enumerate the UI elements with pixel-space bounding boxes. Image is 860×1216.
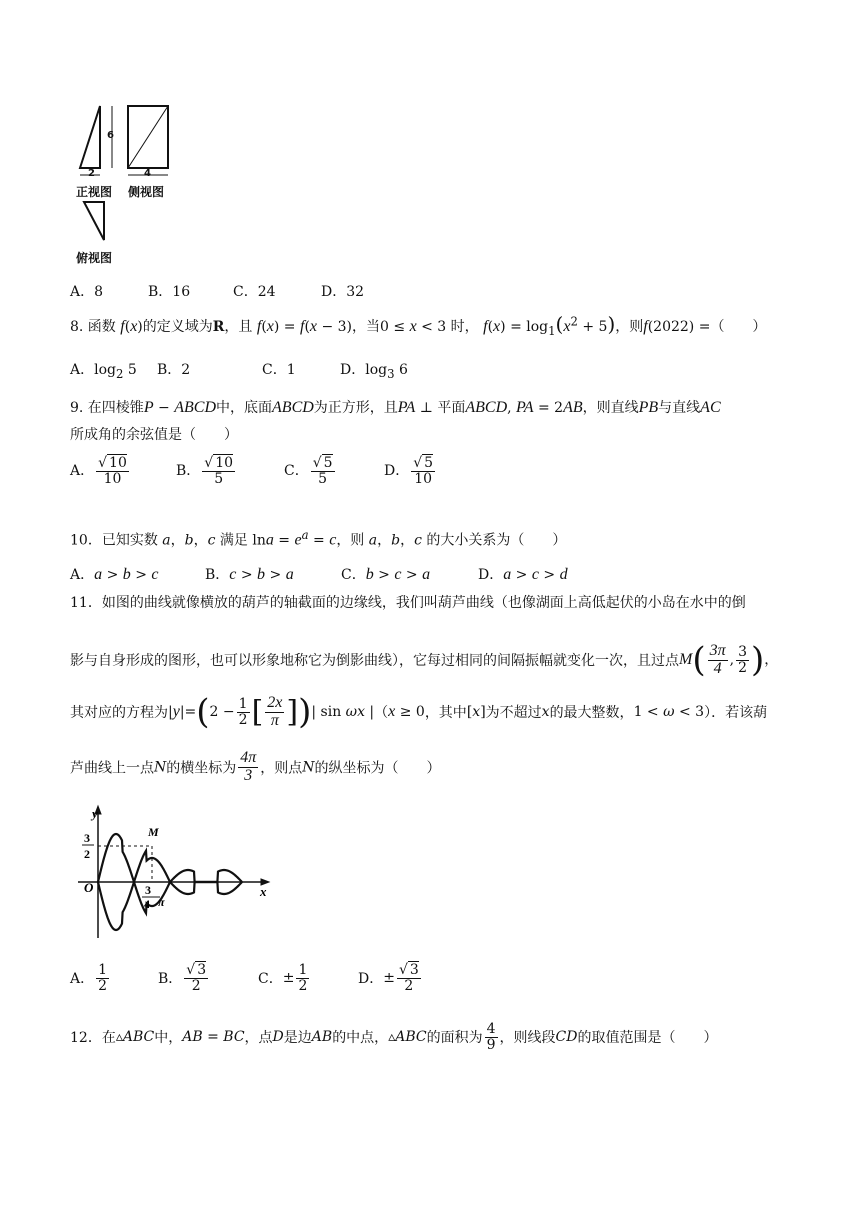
q9-option-b: B． $\frac{√ 10}{5}$ <box>176 455 234 487</box>
q9-stem-line1: 9. 在四棱锥P − ABCD中，底面ABCD为正方形，且PA ⊥ 平面ABCD, PA = 2AB，则直线PB与直线AC <box>70 399 721 416</box>
q10-stem: 10．已知实数 a，b，c 满足 $\ln a = e^a = c$，则 a，b，c 的大小关系为（ ） <box>70 528 567 549</box>
q9-stem-line2: 所成角的余弦值是（ ） <box>70 427 238 443</box>
graph-x-label: x <box>260 884 267 899</box>
q8-option-c: C．1 <box>262 362 296 378</box>
q10-option-a: A．a > b > c <box>70 566 159 583</box>
q9-option-d: D． $\frac{√ 5}{10}$ <box>384 455 434 487</box>
q9-option-c: C． $\frac{√ 5}{5}$ <box>284 455 333 487</box>
graph-y-tick-num: 3 <box>84 831 90 845</box>
graph-x-tick-den: 4 <box>144 897 150 911</box>
graph-origin: O <box>84 880 94 895</box>
graph-point-m: M <box>148 825 159 839</box>
q11-stem-line1: 11．如图的曲线就像横放的葫芦的轴截面的边缘线，我们叫葫芦曲线（也像湖面上高低起伏的小岛在水中的倒 <box>70 595 746 611</box>
q8-stem: 8. 函数 f(x)的定义域为R，且 f(x) = f(x − 3)，当0 ≤ x < 3 时， $f(x) = \log_1(x^2 + 5)$，则f(2022) =（ ） <box>70 312 767 338</box>
dim-6: 6 <box>107 130 114 141</box>
q11-option-a: A． $\frac{1}{2}$ <box>70 962 108 994</box>
top-view-label: 俯视图 <box>76 251 113 265</box>
q7-option-b: B．16 <box>148 284 191 300</box>
q8-option-d: D．$\log_3 6$ <box>340 362 408 381</box>
gourd-curve-graph <box>70 800 280 945</box>
q12-stem: 12．在▵ABC中，AB = BC，点D是边AB的中点，▵ABC的面积为 $\frac{4}{9}$ ，则线段CD的取值范围是（ ） <box>70 1021 718 1053</box>
dim-4: 4 <box>144 168 151 179</box>
q10-option-d: D．a > c > d <box>478 566 568 583</box>
q11-option-d: D．± $\frac{√ 3}{2}$ <box>358 962 419 994</box>
gourd-curve-lower <box>98 851 242 930</box>
graph-x-tick-pi: π <box>158 895 165 909</box>
q11-stem-line2: 影与自身形成的图形，也可以形象地称它为倒影曲线），它每过相同的间隔振幅就变化一次，且过点M( $\frac{3\pi}{4}$ , $\frac{3}{2}$ )， <box>70 640 779 680</box>
graph-y-label: y <box>92 806 98 821</box>
q9-option-a: A． $\frac{√ 10}{10}$ <box>70 455 127 487</box>
q8-options: A．$\log_2 5$ <box>70 362 137 381</box>
q11-option-b: B． $\frac{√ 3}{2}$ <box>158 962 207 994</box>
side-view-label: 侧视图 <box>128 185 165 199</box>
q11-stem-line3: 其对应的方程为|y|=(2 − $\frac{1}{2}$ [ $\frac{2x}{\pi}$ ])| sin ωx |（x ≥ 0，其中[x]为不超过x的最大整数，1 < ω < 3）．若该葫 <box>70 692 768 732</box>
graph-x-tick-num: 3 <box>145 883 151 897</box>
q8-option-b: B．2 <box>157 362 191 378</box>
q7-option-d: D．32 <box>321 284 365 300</box>
q10-option-c: C．b > c > a <box>341 566 431 583</box>
front-view <box>80 106 100 168</box>
front-view-label: 正视图 <box>76 185 113 199</box>
gourd-curve-upper <box>98 834 242 913</box>
graph-y-tick-den: 2 <box>84 847 90 861</box>
q7-option-c: C．24 <box>233 284 276 300</box>
dim-2: 2 <box>88 168 95 179</box>
q10-option-b: B．c > b > a <box>205 566 294 583</box>
top-view <box>84 202 104 240</box>
q11-stem-line4: 芦曲线上一点N的横坐标为 $\frac{4\pi}{3}$ ，则点N的纵坐标为（ ） <box>70 749 441 784</box>
side-view <box>128 106 168 168</box>
q7-option-a: A．8 <box>70 284 104 300</box>
q11-option-c: C．± $\frac{1}{2}$ <box>258 962 308 994</box>
